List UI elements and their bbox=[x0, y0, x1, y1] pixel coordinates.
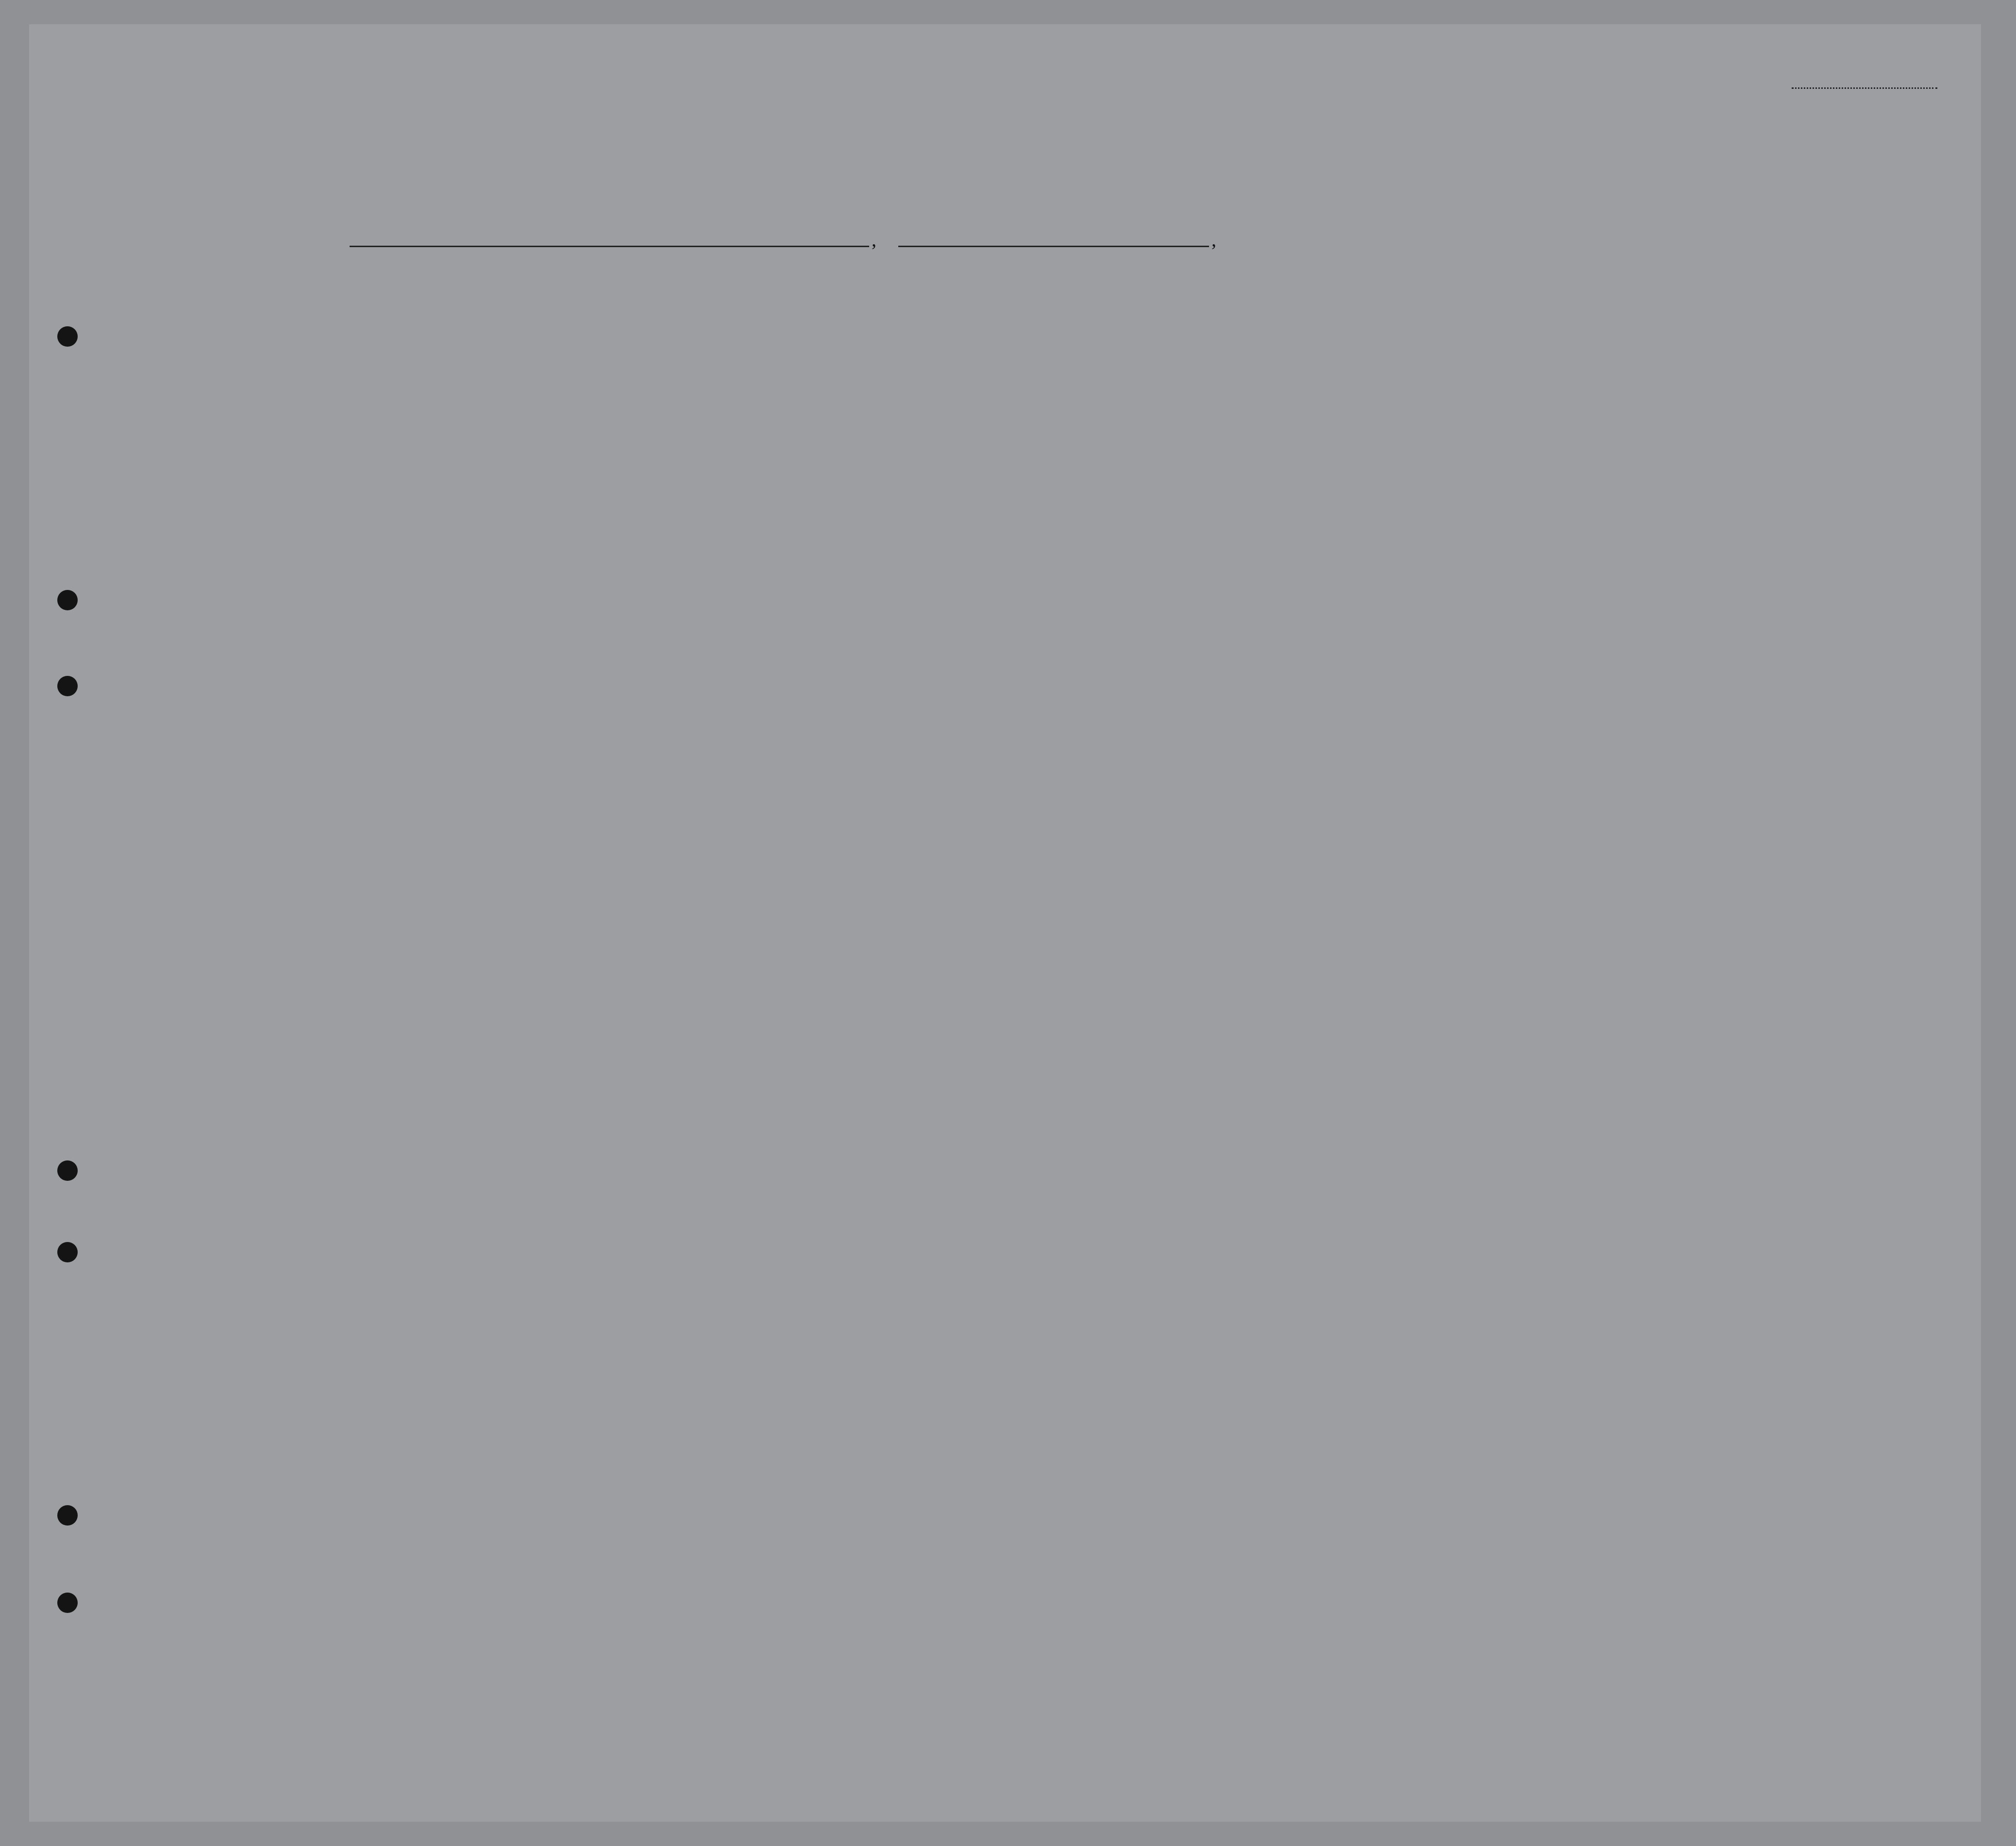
header-purpose-return bbox=[1159, 316, 1177, 437]
header-purpose-length bbox=[1214, 316, 1231, 437]
header-deported bbox=[1495, 316, 1513, 437]
header-prison bbox=[1309, 316, 1333, 437]
header-ticket bbox=[601, 311, 621, 437]
header-purpose-citizen bbox=[1273, 316, 1291, 437]
header-anarchist bbox=[1374, 316, 1386, 437]
comma: , bbox=[1211, 229, 1216, 251]
header-offer bbox=[1449, 316, 1474, 437]
header-overthrow bbox=[1406, 316, 1435, 437]
comma: , bbox=[872, 229, 876, 251]
header-possession bbox=[722, 311, 742, 437]
header-polygamist bbox=[1344, 316, 1356, 437]
